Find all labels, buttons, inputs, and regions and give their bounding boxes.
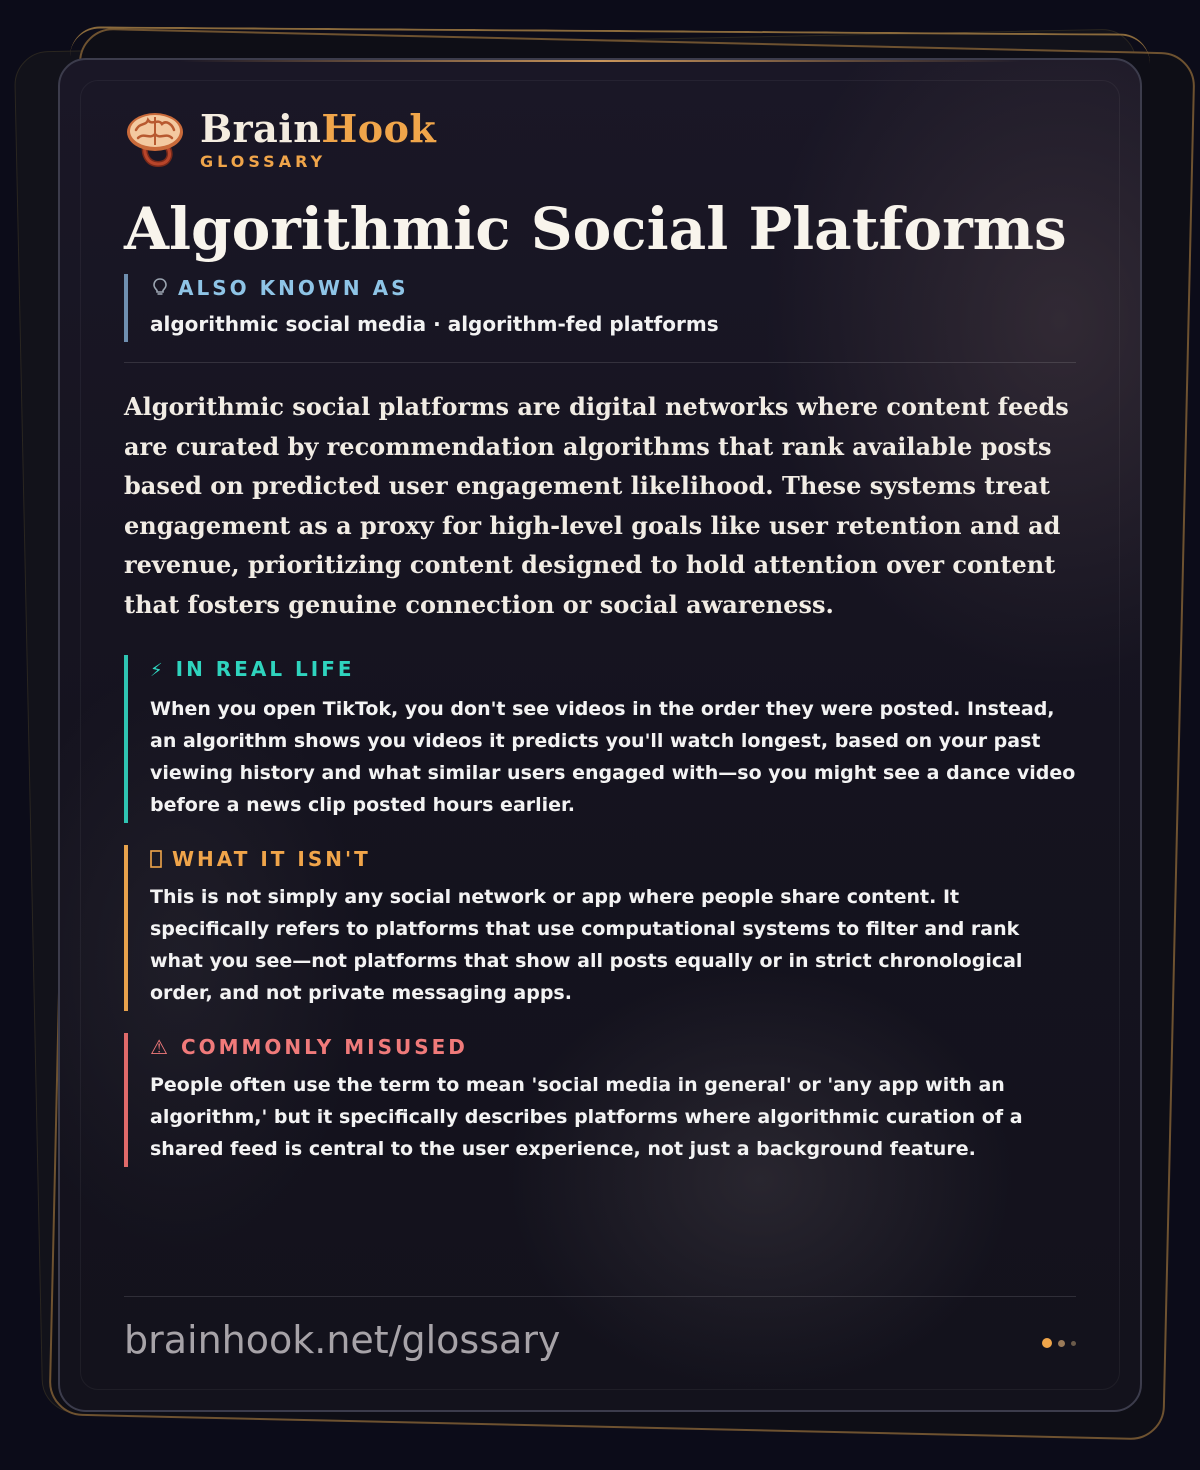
page-dot — [1058, 1340, 1065, 1347]
card-content — [124, 104, 1076, 1167]
term-definition: Algorithmic social platforms are digital networks where content feeds are curated by recommendation algorithms that rank available posts based on predicted user engagement likelihood. These systems treat engagement as a proxy for high-level goals like user retention and ad revenue, prioritizing content designed to hold attention over content that fosters genuine connection or social awareness. — [124, 392, 1069, 619]
what-it-isnt-label: WHAT IT ISN'T — [172, 846, 371, 871]
also-known-as-section — [124, 274, 1076, 342]
in-real-life-section — [124, 655, 1076, 823]
in-real-life-label: IN REAL LIFE — [175, 656, 355, 681]
brand-text — [200, 105, 437, 171]
brand-name — [200, 105, 437, 151]
brand-name-brain: Brain — [200, 105, 322, 151]
page-dots — [1036, 1338, 1076, 1348]
page-dot — [1071, 1341, 1076, 1346]
warning-icon: ⚠ — [150, 1034, 171, 1059]
lightbulb-icon — [150, 277, 170, 297]
card-top-highlight — [180, 60, 1020, 62]
footer-divider — [124, 1296, 1076, 1297]
in-real-life-body: When you open TikTok, you don't see videos in the order they were posted. Instead, an algorithm shows you videos it predicts you'll watch longest, based on your past viewing history and what similar users engaged with—so you might see a dance video before a news clip posted hours earlier. — [150, 697, 1076, 816]
also-known-as-value: algorithmic social media · algorithm-fed platforms — [150, 312, 719, 336]
lightning-icon: ⚡ — [150, 659, 166, 681]
missing-glyph-icon — [150, 850, 162, 868]
footer-url[interactable]: brainhook.net/glossary — [124, 1318, 561, 1362]
also-known-as-label: ALSO KNOWN AS — [178, 276, 409, 300]
what-it-isnt-section — [124, 845, 1076, 1011]
commonly-misused-heading — [150, 1033, 1076, 1061]
also-known-as-heading — [150, 274, 1076, 302]
brand-name-hook: Hook — [321, 105, 437, 151]
page-dot-active — [1042, 1338, 1052, 1348]
commonly-misused-label: COMMONLY MISUSED — [180, 1034, 468, 1059]
commonly-misused-section — [124, 1033, 1076, 1167]
what-it-isnt-body: This is not simply any social network or app where people share content. It specifically refers to platforms that use computational systems to filter and rank what you see—not platforms that show all posts equally or in strict chronological order, and not private messaging apps. — [150, 885, 1023, 1004]
in-real-life-heading — [150, 655, 1076, 685]
brand-header — [124, 104, 1076, 174]
term-title: Algorithmic Social Platforms — [124, 195, 1067, 263]
brand-subtitle: GLOSSARY — [200, 151, 327, 171]
commonly-misused-body: People often use the term to mean 'social media in general' or 'any app with an algorithm,' but it specifically describes platforms where algorithmic curation of a shared feed is central to the user experience, not just a background feature. — [150, 1073, 1023, 1160]
what-it-isnt-heading — [150, 845, 1076, 873]
glossary-card — [58, 58, 1142, 1412]
section-divider — [124, 362, 1076, 363]
brain-hook-icon — [124, 108, 186, 170]
